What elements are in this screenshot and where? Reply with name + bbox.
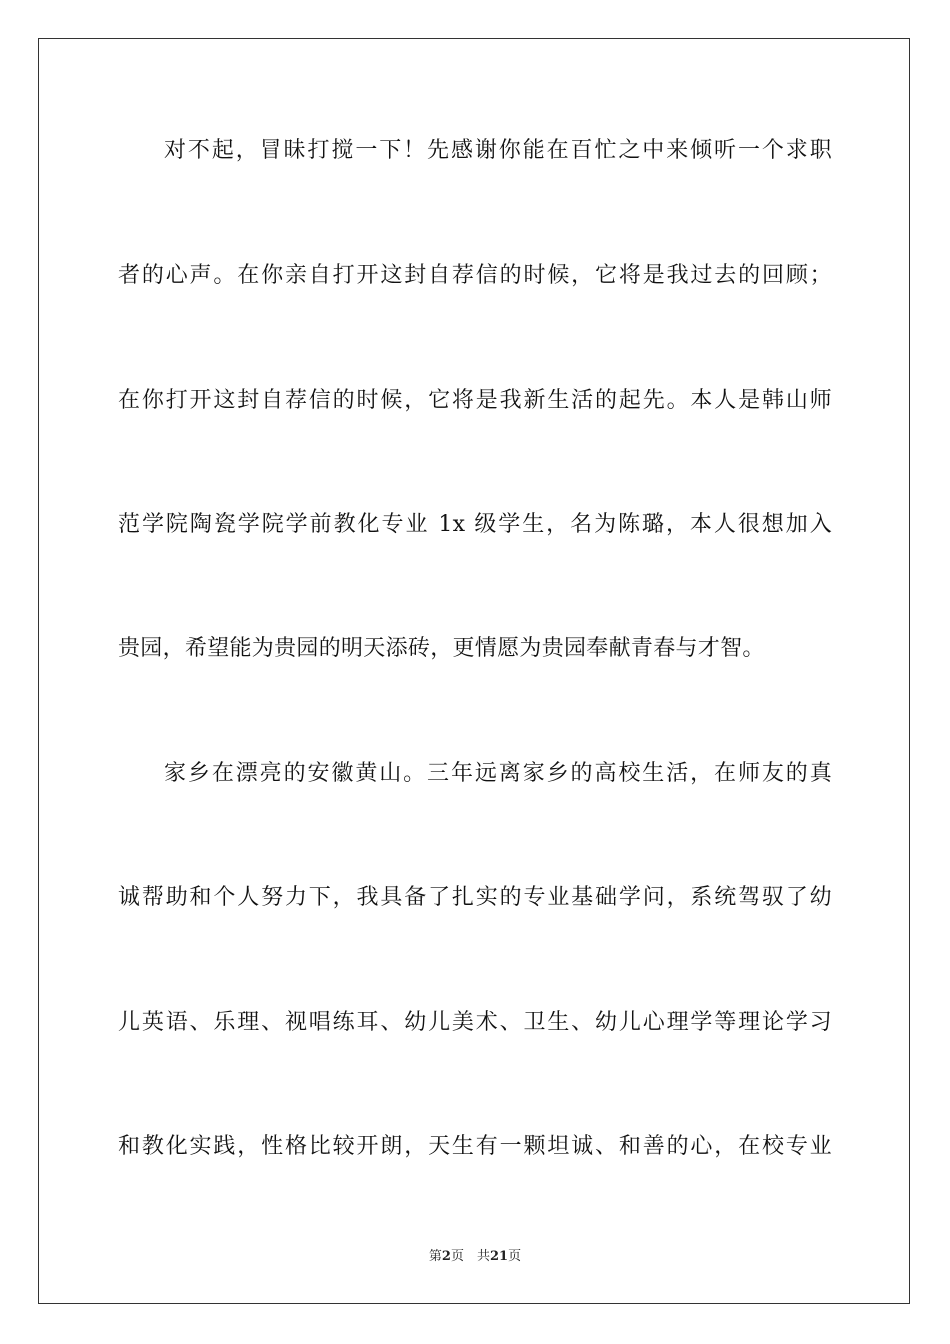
paragraph-1-line-5: 贵园，希望能为贵园的明天添砖，更情愿为贵园奉献青春与才智。	[118, 636, 765, 661]
paragraph-1-line-3: 在你打开这封自荐信的时候，它将是我新生活的起先。本人是韩山师	[118, 388, 832, 413]
page-border	[38, 38, 910, 1304]
paragraph-2-line-3: 儿英语、乐理、视唱练耳、幼儿美术、卫生、幼儿心理学等理论学习	[118, 1010, 832, 1035]
current-page-number: 2	[441, 1249, 451, 1264]
total-pages-number: 21	[489, 1249, 509, 1264]
page-footer	[0, 1248, 950, 1266]
page-label-prefix: 第	[428, 1249, 442, 1264]
paragraph-1-line-2: 者的心声。在你亲自打开这封自荐信的时候，它将是我过去的回顾；	[118, 263, 832, 288]
paragraph-1-line-1: 对不起，冒昧打搅一下！先感谢你能在百忙之中来倾听一个求职	[164, 138, 832, 163]
page-label-suffix: 页	[508, 1249, 522, 1264]
paragraph-2-line-1: 家乡在漂亮的安徽黄山。三年远离家乡的高校生活，在师友的真	[164, 761, 832, 786]
paragraph-2-line-2: 诚帮助和个人努力下，我具备了扎实的专业基础学问，系统驾驭了幼	[118, 885, 832, 910]
paragraph-1-line-4: 范学院陶瓷学院学前教化专业 1x 级学生，名为陈璐，本人很想加入	[118, 512, 832, 537]
paragraph-2-line-4: 和教化实践，性格比较开朗，天生有一颗坦诚、和善的心，在校专业	[118, 1134, 832, 1159]
page-label-mid: 页 共	[450, 1249, 490, 1264]
